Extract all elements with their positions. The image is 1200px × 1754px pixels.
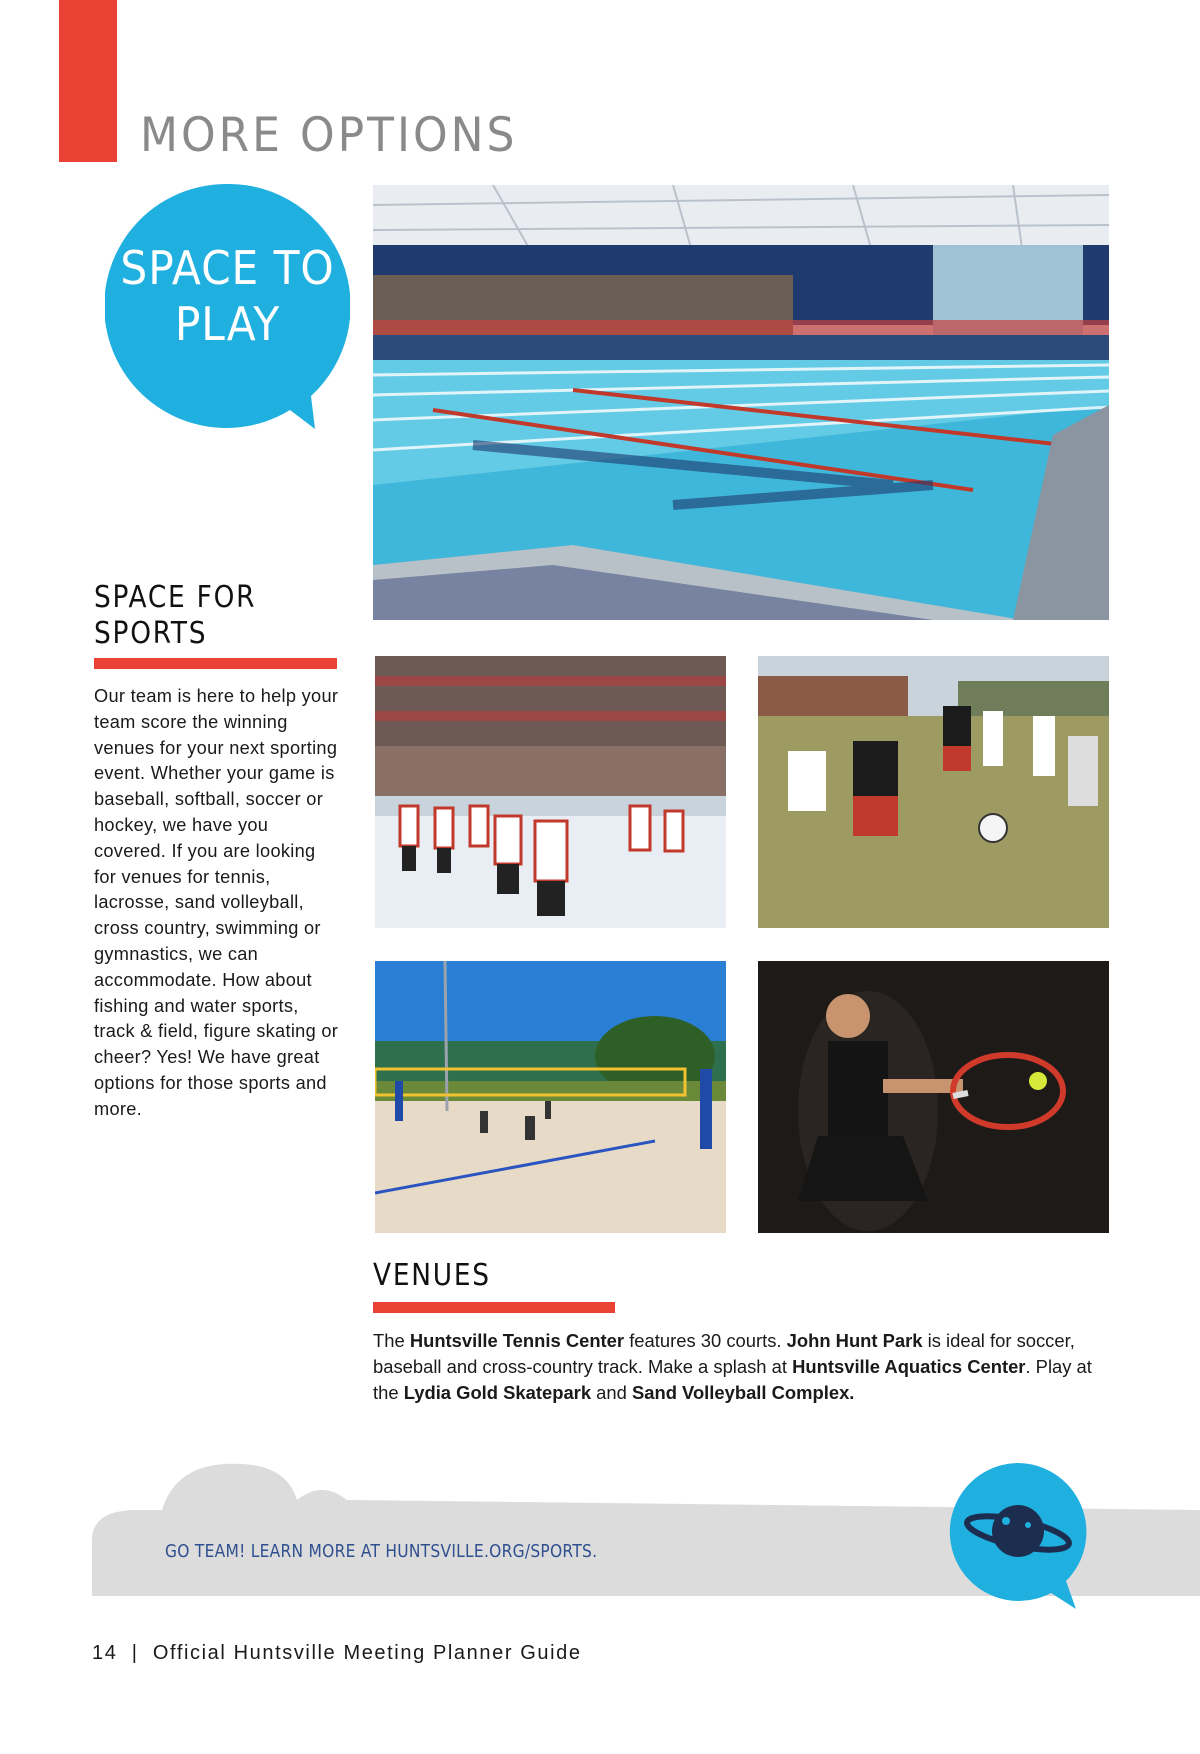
venues-text-1: The <box>373 1330 410 1351</box>
venue-aquatics-center: Huntsville Aquatics Center <box>792 1356 1026 1377</box>
learn-more-link[interactable]: GO TEAM! LEARN MORE AT HUNTSVILLE.ORG/SPORTS. <box>165 1541 598 1562</box>
venue-skatepark: Lydia Gold Skatepark <box>403 1382 592 1403</box>
sports-body-text: Our team is here to help your team score the winning venues for your next sporting event. Whether your game is baseball, softball, soccer or hockey, we have you covered. If you are looking for venues for tennis, lacrosse, sand volleyball, cross country, swimming or gymnastics, we can accommodate. How about fishing and water sports, track & field, figure skating or cheer? Yes! We have great options for those sports and more. <box>94 686 339 1119</box>
venues-text-2: features 30 courts. <box>624 1330 787 1351</box>
tennis-photo <box>758 961 1109 1233</box>
venues-heading-underline <box>373 1302 615 1313</box>
venue-sand-volleyball: Sand Volleyball Complex. <box>631 1382 855 1403</box>
bubble-line-1: SPACE TO <box>120 241 335 295</box>
venue-tennis-center: Huntsville Tennis Center <box>409 1330 625 1351</box>
soccer-photo <box>758 656 1109 928</box>
planet-icon <box>946 1463 1088 1609</box>
hockey-photo <box>375 656 726 928</box>
sports-heading <box>94 580 256 652</box>
bubble-line-2: PLAY <box>174 297 281 351</box>
sand-volleyball-photo <box>375 961 726 1233</box>
bubble-caption <box>115 240 340 352</box>
red-tab-accent <box>59 0 117 162</box>
page-title: MORE OPTIONS <box>140 108 518 164</box>
venues-text-3: is ideal for soccer, baseball and cross-country track. Make a splash at <box>373 1330 1075 1377</box>
page-footer: 14 | Official Huntsville Meeting Planner Guide <box>92 1642 582 1664</box>
sports-heading-line-2: SPORTS <box>94 616 208 651</box>
venues-body-text <box>373 1328 1118 1406</box>
sports-heading-line-1: SPACE FOR <box>94 580 257 615</box>
sports-heading-underline <box>94 658 337 669</box>
aquatics-center-photo <box>373 185 1109 620</box>
venues-text-4: . Play at the <box>373 1356 1092 1403</box>
venue-john-hunt-park: John Hunt Park <box>786 1330 923 1351</box>
venues-text-5: and <box>591 1382 632 1403</box>
venues-heading: VENUES <box>373 1258 491 1293</box>
